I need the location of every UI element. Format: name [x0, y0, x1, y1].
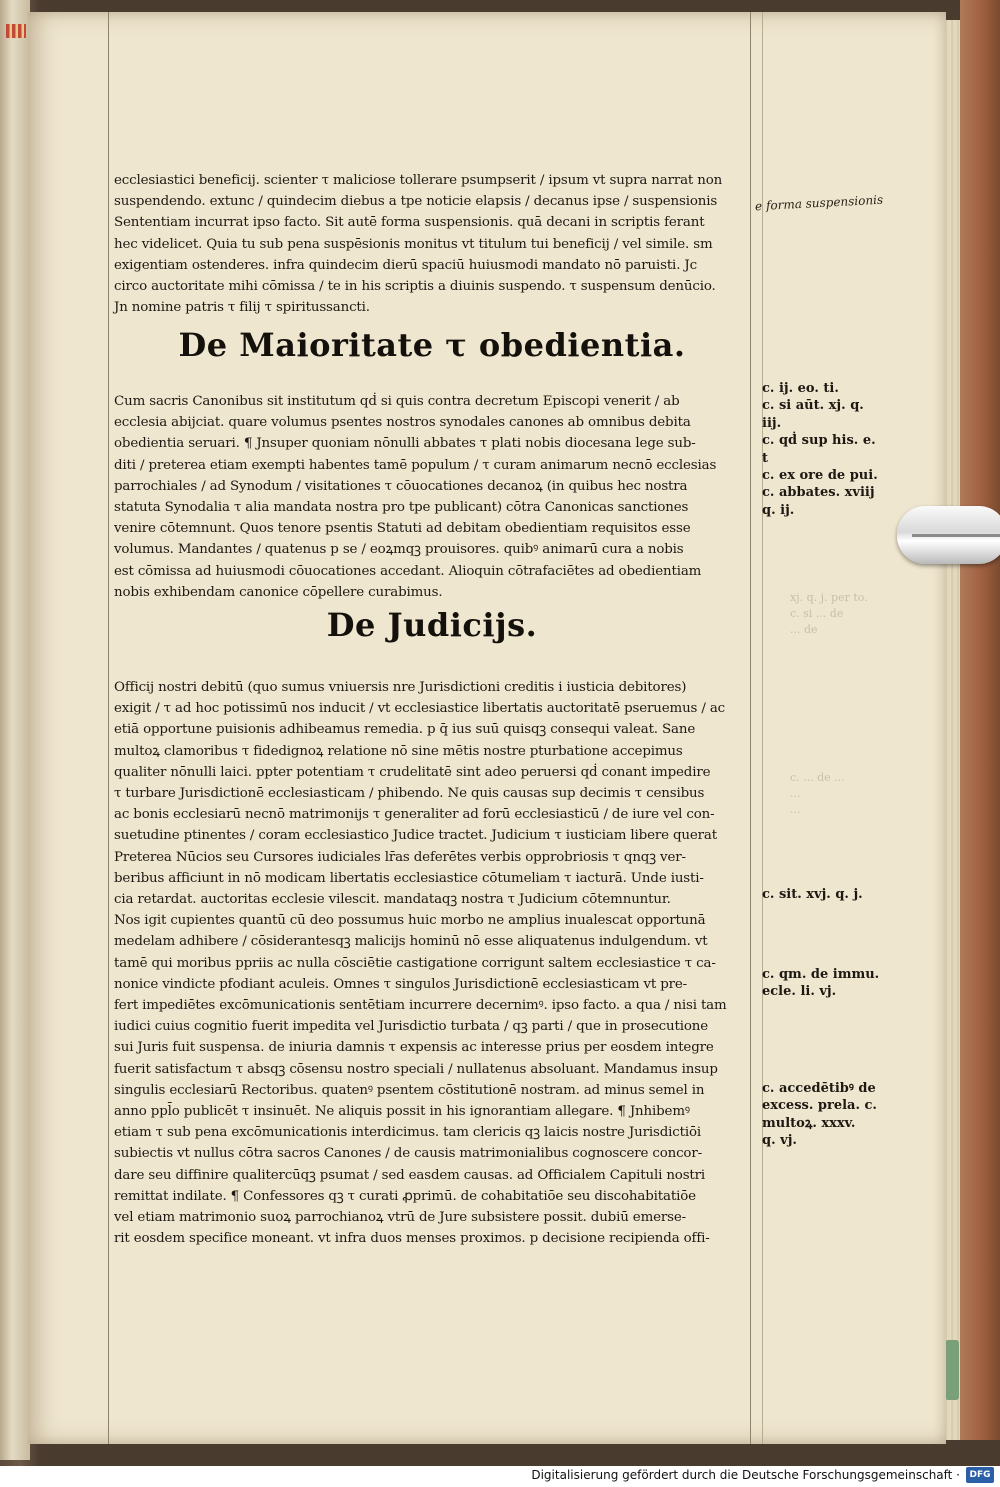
- text-line: subiectis vt nullus cōtra sacros Canones / de causis matrimonialibus cognoscere concor-: [114, 1146, 702, 1162]
- paragraph-judicijs: [114, 677, 750, 1249]
- right-column-rule: [750, 12, 751, 1444]
- text-line: suspendendo. extunc / quindecim diebus a tpe noticie elapsis / decanus ipse / suspensionis: [114, 194, 718, 210]
- text-line: est cōmissa ad huiusmodi cōuocationes accedant. Alioquin cōtrafaciētes ad obedientiam: [114, 563, 702, 579]
- text-line: rit eosdem specifice moneant. vt infra duos menses proximos. p decisione recipienda offi-: [114, 1231, 710, 1247]
- text-line: tamē qui moribus ppriis ac nulla cōsciētie castigatione corrigunt saltem ecclesiastice τ ca-: [114, 955, 716, 971]
- text-line: vel etiam matrimonio suoꝝ parrochianoꝝ vtrū de Jure subsistere possit. dubiū emerse-: [114, 1210, 687, 1226]
- text-line: circo auctoritate mihi cōmissa / te in his scriptis a diuinis suspendo. τ suspensum denūcio.: [114, 279, 716, 295]
- margin-note-accedentibus: c. accedētibꝰ de excess. prela. c. multoꝝ. xxxv. q. vj.: [762, 1081, 877, 1149]
- text-line: hec videlicet. Quia tu sub pena suspēsionis monitus vt titulum tui beneficij / vel simile. sm: [114, 236, 713, 252]
- page-clip-ridge: [912, 534, 1000, 537]
- text-line: venire cōtemnunt. Quos tenore psentis Statuti ad debitam obedientiam requisitos esse: [114, 521, 691, 537]
- text-line: multoꝝ clamoribus τ fidedignoꝝ relatione nō sine mētis nostre pturbatione accepimus: [114, 743, 683, 759]
- text-line: etiā opportune puisionis adhibeamus remedia. p q̄ ius suū quisqꝫ consequi valeat. Sane: [114, 722, 696, 738]
- bookmark-tab: [945, 1340, 959, 1400]
- text-line: exigentiam ostenderes. infra quindecim dierū spaciū huiusmodi mandato nō paruisti. Jc: [114, 257, 697, 273]
- text-line: Officij nostri debitū (quo sumus vniuersis nre Jurisdictioni creditis i iusticia debitores): [114, 680, 687, 695]
- text-line: nonice vindicte pfodiant aculeis. Omnes τ singulos Jurisdictionē ecclesiasticam vt pre-: [114, 976, 688, 992]
- heading-judicijs: De Judicijs.: [326, 606, 538, 644]
- left-column-rule: [108, 12, 109, 1444]
- paragraph-suspension: [114, 170, 750, 318]
- text-line: diti / preterea etiam exempti habentes tamē populum / τ curam animarum necnō ecclesias: [114, 457, 717, 473]
- book-cover-edge: [960, 0, 1000, 1440]
- text-line: remittat indilate. ¶ Confessores qꝫ τ curati ꝓprimū. de cohabitatiōe seu discohabitatiōe: [114, 1188, 696, 1204]
- paragraph-obedientia: [114, 391, 750, 603]
- text-line: fert impediētes excōmunicationis sentētiam incurrere decernimꝰ. ipso facto. a qua / nisi tam: [114, 998, 727, 1014]
- book-binding: [0, 0, 30, 1460]
- margin-note-immunitate: c. qm. de immu. ecle. li. vj.: [762, 967, 880, 1000]
- margin-note-canons: c. ij. eo. ti. c. si aūt. xj. q. iij. c. qḋ sup his. e. t c. ex ore de pui. c. abbates. xviij q. ij.: [762, 381, 878, 518]
- text-line: parrochiales / ad Synodum / visitationes τ cōuocationes decanoꝝ (in quibus hec nostra: [114, 478, 688, 494]
- text-line: singulis ecclesiarū Rectoribus. quatenꝰ psentem cōstitutionē nostram. ad minus semel in: [114, 1082, 705, 1098]
- text-line: beribus afficiunt in nō modicam libertatis ecclesiastice cōtumeliam τ iacturā. Unde iusti-: [114, 870, 704, 886]
- dfg-logo: DFG: [966, 1467, 994, 1483]
- text-line: τ turbare Jurisdictionē ecclesiasticam / phibendo. Ne quis causas sup decimis τ censibus: [114, 786, 705, 802]
- text-line: nobis exhibendam canonice cōpellere curabimus.: [114, 584, 443, 600]
- text-line: Preterea Nūcios seu Cursores iudiciales lr̄as deferētes verbis opprobriosis τ qnqꝫ ver-: [114, 849, 686, 865]
- text-line: iudici cuius cognitio fuerit impedita vel Jurisdictio turbata / qꝫ parti / que in prosecutione: [114, 1019, 709, 1035]
- text-line: ac bonis ecclesiarū necnō matrimonijs τ generaliter ad forū ecclesiasticū / de iure vel con-: [114, 807, 715, 823]
- footer-credit: Digitalisierung gefördert durch die Deutsche Forschungsgemeinschaft ·: [531, 1468, 960, 1482]
- text-line: dare seu diffinire qualitercūqꝫ psumat / sed easdem causas. ad Officialem Capituli nostri: [114, 1167, 706, 1183]
- text-line: Jn nomine patris τ filij τ spiritussancti.: [114, 300, 370, 316]
- margin-rule: [762, 12, 763, 1444]
- bleed-through-text-2: c. ... de ... ... ...: [790, 771, 845, 816]
- text-line: Sententiam incurrat ipso facto. Sit autē forma suspensionis. quā decani in scriptis ferant: [114, 215, 705, 231]
- text-line: volumus. Mandantes / quatenus p se / eoꝝmqꝫ prouisores. quibꝰ animarū cura a nobis: [114, 542, 684, 558]
- handwritten-annotation: e forma suspensionis: [754, 192, 884, 214]
- text-line: etiam τ sub pena excōmunicationis interdicimus. tam clericis qꝫ laicis nostre Jurisdictiōi: [114, 1125, 702, 1141]
- text-line: ecclesiastici beneficij. scienter τ maliciose tollerare psumpserit / ipsum vt supra narrat non: [114, 173, 723, 188]
- text-line: cia retardat. auctoritas ecclesie vilescit. mandataqꝫ nostra τ Judicium cōtemnuntur.: [114, 892, 671, 908]
- heading-maioritate: De Maioritate τ obedientia.: [178, 326, 686, 364]
- text-line: sui Juris fuit suspensa. de iniuria damnis τ expensis ac interesse prius per eosdem integre: [114, 1040, 714, 1056]
- text-line: medelam adhibere / cōsiderantesqꝫ malicijs hominū nō esse aliquatenus indulgendum. vt: [114, 934, 708, 950]
- text-line: fuerit satisfactum τ absqꝫ cōsensu nostro speciali / nullatenus absoluant. Mandamus insup: [114, 1061, 718, 1077]
- text-line: statuta Synodalia τ alia mandata nostra pro tpe publicant) cōtra Canonicas sanctiones: [114, 500, 689, 516]
- text-line: exigit / τ ad hoc potissimū nos inducit / vt ecclesiastice libertatis auctoritatē pseruemus / ac: [114, 701, 726, 717]
- text-line: obedientia seruari. ¶ Jnsuper quoniam nōnulli abbates τ plati nobis diocesana lege sub-: [114, 436, 696, 452]
- text-line: qualiter nōnulli laici. ppter potentiam τ crudelitatē sint adeo peruersi qḋ conant impedire: [114, 764, 711, 780]
- margin-note-sit: c. sit. xvj. q. j.: [762, 887, 863, 902]
- text-line: anno ppl̄o publicēt τ insinuēt. Ne aliquis possit in his ignorantiam allegare. ¶ Jnhibemꝰ: [114, 1104, 690, 1120]
- text-line: suetudine ptinentes / coram ecclesiastico Judice tractet. Judicium τ iusticiam libere querat: [114, 828, 717, 844]
- bookmark-ribbon: [6, 24, 26, 38]
- text-line: ecclesia abijciat. quare volumus psentes nostros synodales canones ab omnibus debita: [114, 415, 691, 431]
- text-line: Cum sacris Canonibus sit institutum qḋ si quis contra decretum Episcopi venerit / ab: [114, 394, 680, 409]
- bleed-through-text: xj. q. j. per to. c. si ... de ... de: [790, 591, 868, 636]
- text-line: Nos igit cupientes quantū cū deo possumus huic morbo ne amplius inualescat opportunā: [114, 913, 706, 929]
